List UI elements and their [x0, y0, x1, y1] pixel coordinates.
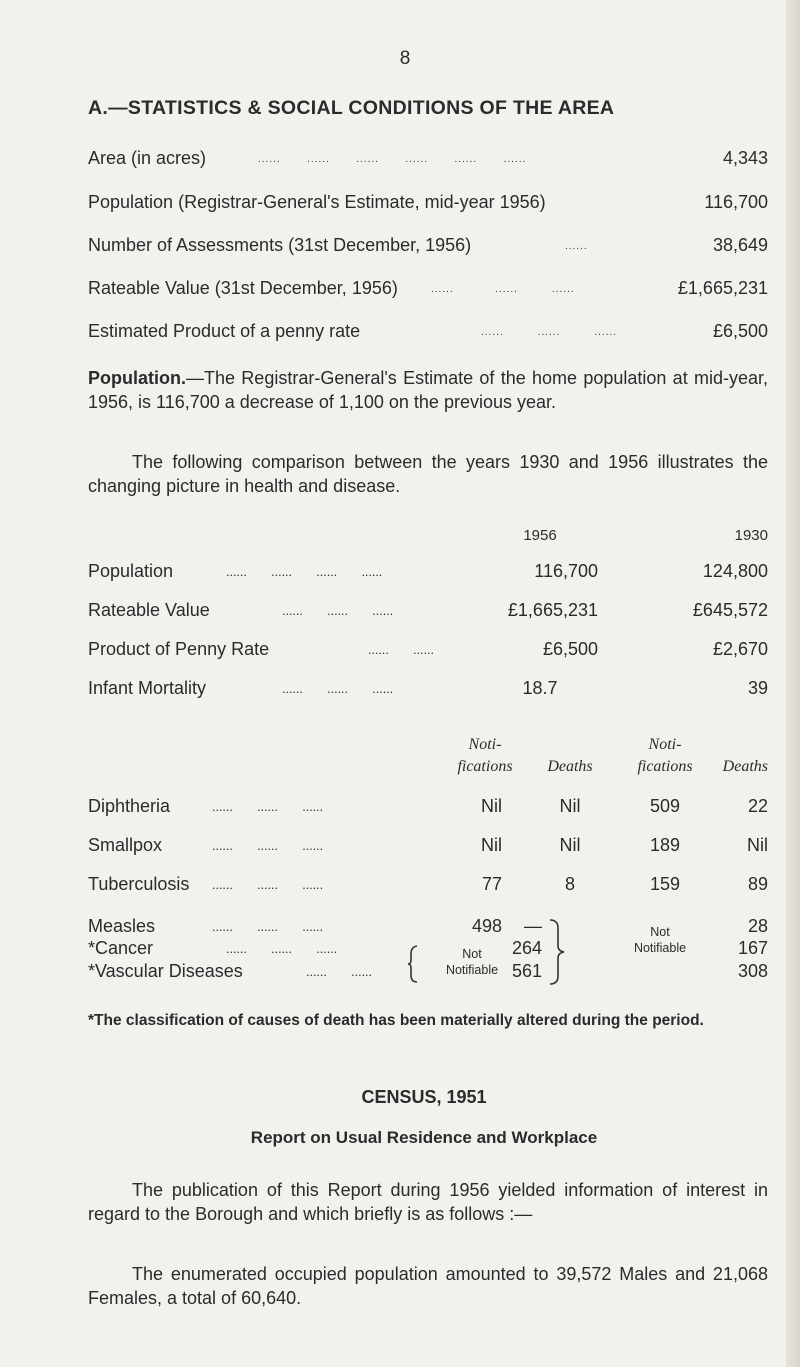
year-header-1930: 1930	[734, 527, 768, 544]
leader-dots: ...... ...... ......	[481, 327, 618, 338]
leader-dots: ...... ...... ......	[226, 942, 338, 956]
stat-value: 38,649	[712, 235, 768, 255]
disease-deaths-1930: 308	[737, 961, 768, 981]
not-notifiable-label-1956: Notifiable	[445, 963, 499, 977]
not-notifiable-label-1930: Notifiable	[633, 941, 687, 955]
comparison-label: Rateable Value	[88, 600, 210, 620]
deaths-header: Deaths	[547, 758, 593, 775]
comparison-1956: 18.7	[522, 678, 558, 698]
leader-dots: ...... ...... ......	[212, 800, 324, 814]
stat-row-penny-rate	[88, 321, 768, 347]
stat-value: £1,665,231	[677, 278, 768, 298]
comparison-paragraph: The following comparison between the years 1930 and 1956 illustrates the changing picture in health and disease.	[88, 452, 768, 496]
not-notifiable-label-1956: Not	[462, 947, 482, 961]
left-brace-icon	[406, 944, 420, 984]
disease-notif-1956: Nil	[481, 835, 502, 855]
population-text: —The Registrar-General's Estimate of the home population at mid-year, 1956, is 116,700 a decrease of 1,100 on the previous year.	[88, 368, 768, 412]
comparison-1930: £2,670	[712, 639, 768, 659]
disease-deaths-1956: Nil	[559, 835, 581, 855]
stat-row-area	[88, 148, 768, 174]
population-lead: Population.	[88, 368, 186, 388]
comparison-1956: 116,700	[534, 561, 598, 581]
stat-row-assessments	[88, 235, 768, 261]
disease-notif-1956: 77	[481, 874, 502, 894]
leader-dots: ...... ...... ...... ...... ...... ......	[258, 154, 527, 165]
census-title: CENSUS, 1951	[361, 1087, 487, 1107]
comparison-1956: £1,665,231	[507, 600, 598, 620]
disease-notif-1956: 498	[471, 916, 502, 936]
deaths-header: Deaths	[722, 758, 768, 775]
leader-dots: ...... ...... ...... ......	[226, 565, 383, 579]
disease-deaths-1930: 28	[747, 916, 768, 936]
comparison-1956: £6,500	[542, 639, 598, 659]
census-subtitle: Report on Usual Residence and Workplace	[250, 1128, 598, 1147]
disease-deaths-1930: Nil	[747, 835, 768, 855]
page-edge	[786, 0, 800, 1367]
disease-label: Tuberculosis	[88, 874, 190, 894]
disease-label: Diphtheria	[88, 796, 171, 816]
comparison-label: Population	[88, 561, 174, 581]
stat-label: Number of Assessments (31st December, 1956)	[88, 235, 472, 255]
disease-deaths-1956: 264	[511, 938, 542, 958]
disease-label: *Cancer	[88, 938, 154, 958]
comparison-label: Infant Mortality	[88, 678, 207, 698]
disease-deaths-1930: 89	[747, 874, 768, 894]
disease-notif-1930: 159	[649, 874, 681, 894]
notifications-header-bottom: fications	[637, 758, 693, 775]
stat-row-population	[88, 192, 768, 218]
footnote: *The classification of causes of death has been materially altered during the period.	[88, 1012, 704, 1029]
stat-value: £6,500	[712, 321, 768, 341]
comparison-1930: £645,572	[692, 600, 768, 620]
population-paragraph	[88, 366, 768, 414]
stat-value: 4,343	[722, 148, 768, 168]
not-notifiable-label-1930: Not	[650, 925, 670, 939]
leader-dots: ...... ...... ......	[431, 284, 575, 295]
disease-deaths-1956: 8	[564, 874, 575, 894]
stat-value: 116,700	[704, 192, 768, 212]
comparison-label: Product of Penny Rate	[88, 639, 270, 659]
disease-label: Smallpox	[88, 835, 163, 855]
disease-deaths-1956: 561	[511, 961, 542, 981]
disease-deaths-1930: 167	[737, 938, 768, 958]
section-title: A.—STATISTICS & SOCIAL CONDITIONS OF THE AREA	[88, 97, 615, 119]
disease-deaths-1956: Nil	[559, 796, 581, 816]
leader-dots: ...... ...... ......	[282, 682, 394, 696]
census-paragraph-1: The publication of this Report during 1956 yielded information of interest in regard to the Borough and which briefly is as follows :—	[88, 1180, 768, 1224]
disease-label: *Vascular Diseases	[88, 961, 243, 981]
notifications-header-bottom: fications	[457, 758, 513, 775]
stat-label: Area (in acres)	[88, 148, 207, 168]
disease-deaths-1930: 22	[747, 796, 768, 816]
notifications-header-top: Noti-	[468, 736, 502, 753]
disease-deaths-1956: —	[524, 916, 542, 936]
leader-dots: ...... ......	[306, 965, 372, 979]
leader-dots: ...... ...... ......	[212, 839, 324, 853]
stat-label: Population (Registrar-General's Estimate, mid-year 1956)	[88, 192, 546, 212]
comparison-1930: 124,800	[702, 561, 768, 581]
stat-label: Estimated Product of a penny rate	[88, 321, 361, 341]
disease-notif-1930: 189	[649, 835, 681, 855]
right-brace-icon	[548, 918, 574, 986]
leader-dots: ...... ...... ......	[212, 878, 324, 892]
disease-notif-1930: 509	[649, 796, 681, 816]
leader-dots: ...... ...... ......	[212, 920, 324, 934]
notifications-header-top: Noti-	[648, 736, 682, 753]
leader-dots: ......	[565, 241, 588, 252]
page-number: 8	[399, 48, 411, 69]
stat-row-rateable	[88, 278, 768, 304]
year-header-1956: 1956	[523, 527, 557, 544]
disease-notif-1956: Nil	[481, 796, 502, 816]
comparison-1930: 39	[747, 678, 768, 698]
leader-dots: ...... ...... ......	[282, 604, 394, 618]
stat-label: Rateable Value (31st December, 1956)	[88, 278, 398, 298]
disease-label: Measles	[88, 916, 156, 936]
leader-dots: ...... ......	[368, 643, 434, 657]
census-paragraph-2: The enumerated occupied population amounted to 39,572 Males and 21,068 Females, a total of 60,640.	[88, 1264, 768, 1308]
